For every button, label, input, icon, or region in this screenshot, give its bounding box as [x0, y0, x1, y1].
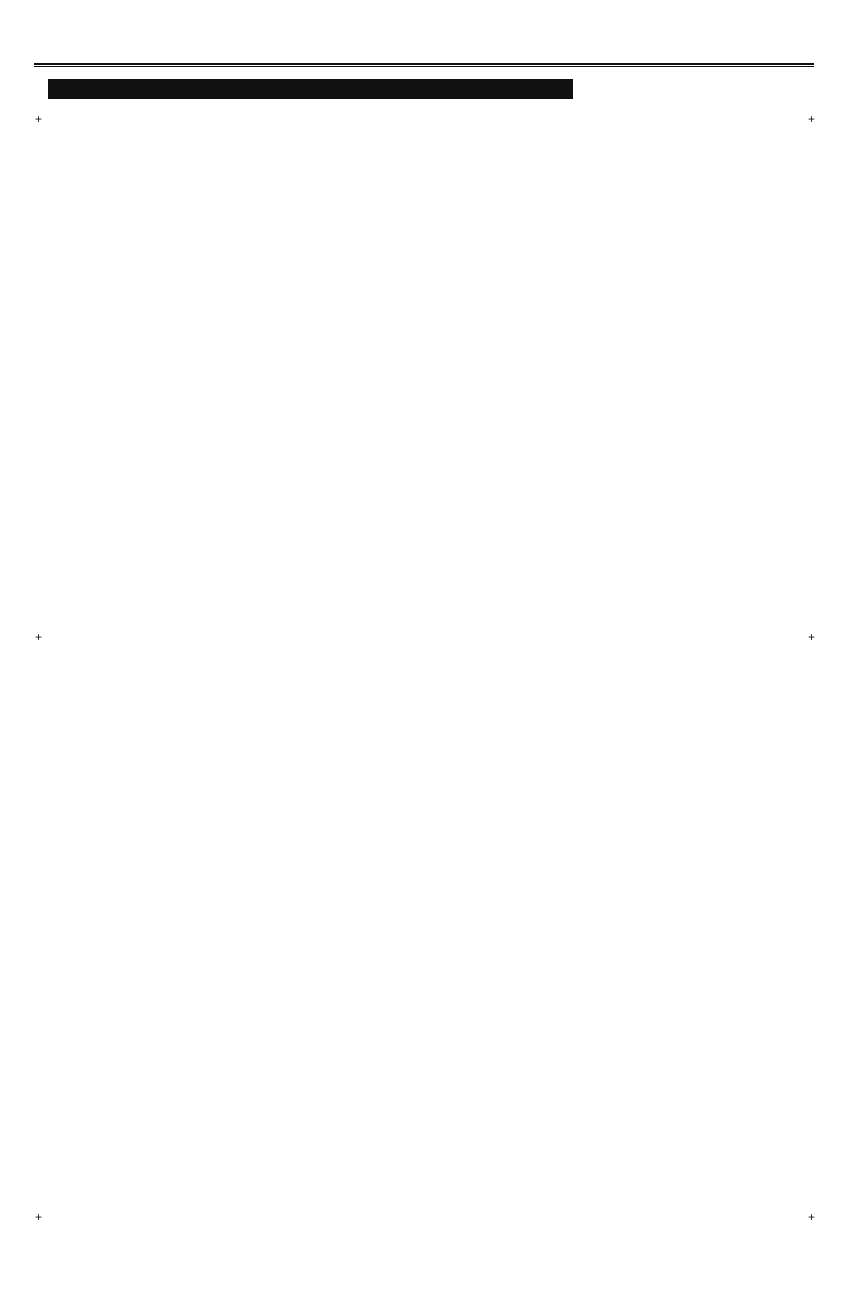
column-1: [46, 110, 176, 706]
registration-mark-icon: +: [808, 630, 816, 644]
masthead-rule: [34, 63, 814, 65]
column-2: [181, 110, 311, 706]
column-3: [315, 110, 445, 706]
column-4: [449, 110, 577, 706]
registration-mark-icon: +: [808, 112, 816, 126]
registration-mark-icon: +: [35, 1210, 43, 1224]
masthead-rule-thin: [34, 66, 814, 67]
registration-mark-icon: +: [35, 630, 43, 644]
section-banner: [48, 79, 573, 99]
public-hearing-body: [598, 150, 814, 472]
registration-mark-icon: +: [808, 1210, 816, 1224]
registration-mark-icon: +: [35, 112, 43, 126]
